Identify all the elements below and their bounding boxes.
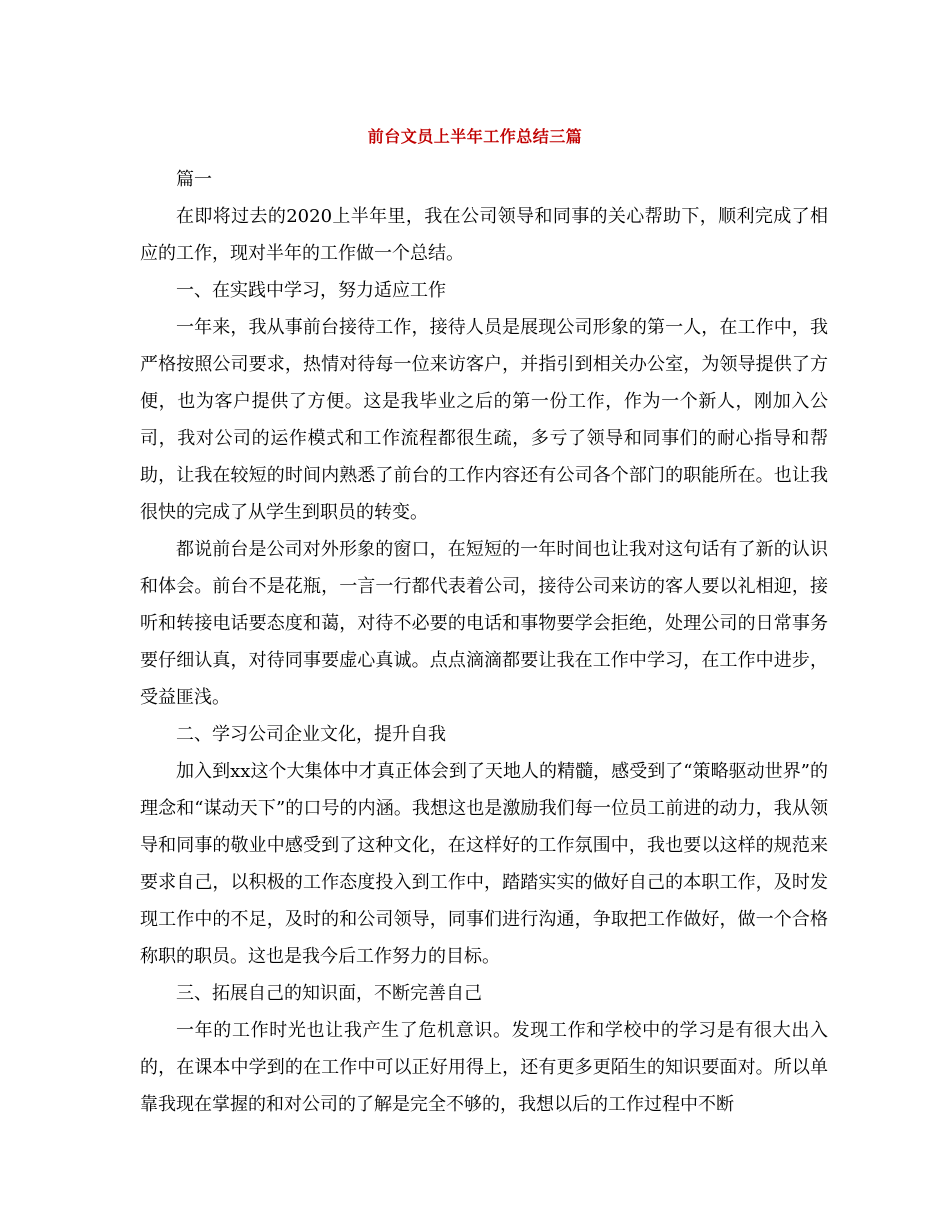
paragraph: 加入到xx这个大集体中才真正体会到了天地人的精髓，感受到了“策略驱动世界”的理念和“谋动天下”的口号的内涵。我想这也是激励我们每一位员工前进的动力，我从领导和同事的敬业中感受到了这种文化，在这样好的工作氛围中，我也要以这样的规范来要求自己，以积极的工作态度投入到工作中，踏踏实实的做好自己的本职工作，及时发现工作中的不足，及时的和公司领导，同事们进行沟通，争取把工作做好，做一个合格称职的职员。这也是我今后工作努力的目标。 [140,761,828,967]
section-heading: 一、在实践中学习，努力适应工作 [176,280,446,301]
section-label: 篇一 [176,169,212,190]
document-title: 前台文员上半年工作总结三篇 [367,127,583,146]
document-body [140,161,828,1123]
section-heading: 三、拓展自己的知识面，不断完善自己 [176,983,482,1004]
paragraph: 一年的工作时光也让我产生了危机意识。发现工作和学校中的学习是有很大出入的，在课本中学到的在工作中可以正好用得上，还有更多更陌生的知识要面对。所以单靠我现在掌握的和对公司的了解是完全不够的，我想以后的工作过程中不断 [140,1020,828,1115]
paragraph: 一年来，我从事前台接待工作，接待人员是展现公司形象的第一人，在工作中，我严格按照公司要求，热情对待每一位来访客户，并指引到相关办公室，为领导提供了方便，也为客户提供了方便。这是我毕业之后的第一份工作，作为一个新人，刚加入公司，我对公司的运作模式和工作流程都很生疏，多亏了领导和同事们的耐心指导和帮助，让我在较短的时间内熟悉了前台的工作内容还有公司各个部门的职能所在。也让我很快的完成了从学生到职员的转变。 [140,317,828,523]
section-heading: 二、学习公司企业文化，提升自我 [176,724,446,745]
paragraph: 在即将过去的2020上半年里，我在公司领导和同事的关心帮助下，顺利完成了相应的工作，现对半年的工作做一个总结。 [140,206,828,264]
paragraph: 都说前台是公司对外形象的窗口，在短短的一年时间也让我对这句话有了新的认识和体会。前台不是花瓶，一言一行都代表着公司，接待公司来访的客人要以礼相迎，接听和转接电话要态度和蔼，对待不必要的电话和事物要学会拒绝，处理公司的日常事务要仔细认真，对待同事要虚心真诚。点点滴滴都要让我在工作中学习，在工作中进步，受益匪浅。 [140,539,828,708]
